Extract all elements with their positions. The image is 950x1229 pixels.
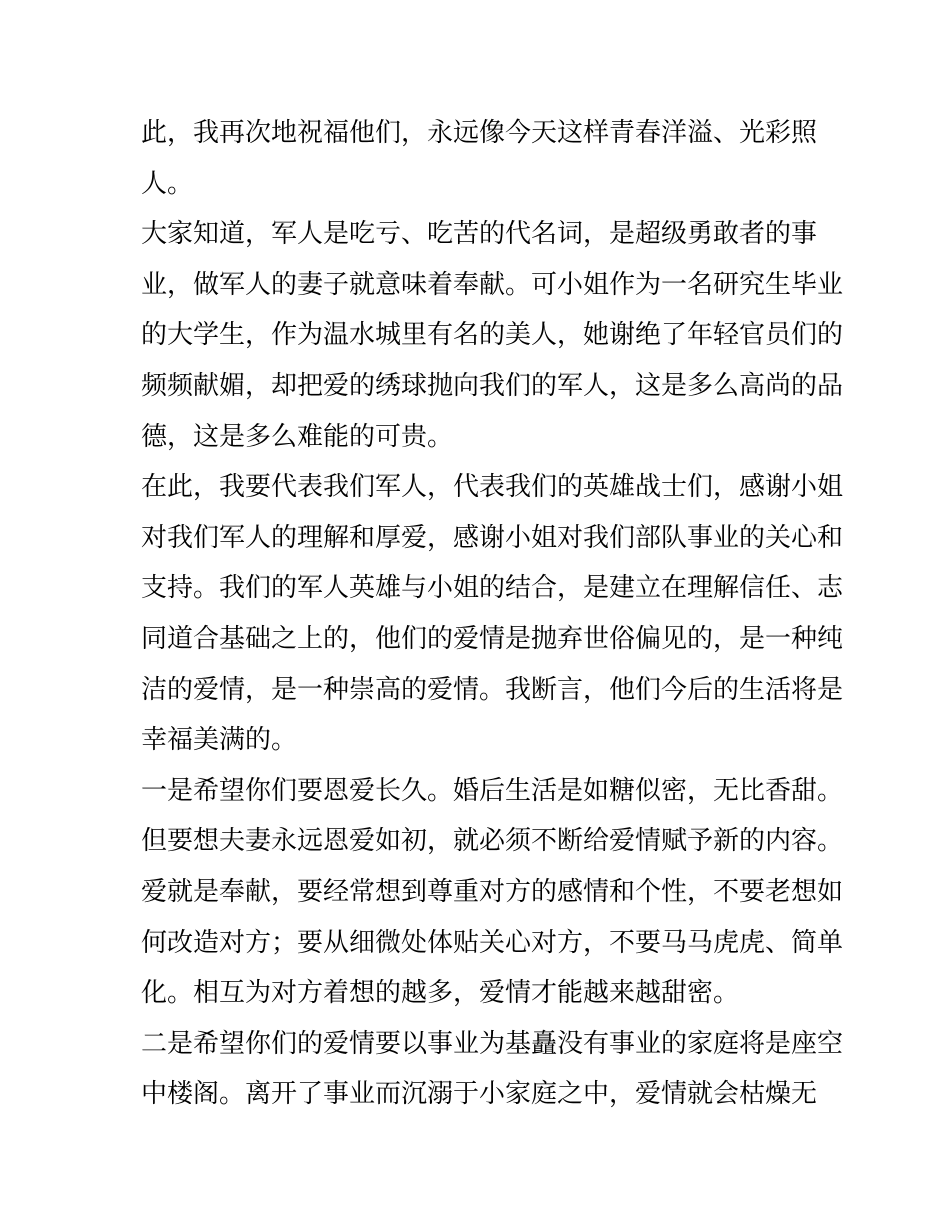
text-line: 人。 <box>141 168 194 199</box>
text-line: 二是希望你们的爱情要以事业为基矗没有事业的家庭将是座空 <box>141 1028 844 1059</box>
text-line: 化。相互为对方着想的越多，爱情才能越来越甜密。 <box>141 978 740 1009</box>
text-line: 一是希望你们要恩爱长久。婚后生活是如糖似密，无比香甜。 <box>141 775 844 806</box>
body-text <box>141 108 844 1120</box>
text-line: 但要想夫妻永远恩爱如初，就必须不断给爱情赋予新的内容。 <box>141 826 844 857</box>
text-line: 爱就是奉献，要经常想到尊重对方的感情和个性，不要老想如 <box>141 876 844 907</box>
text-line: 幸福美满的。 <box>141 725 298 756</box>
text-line: 频频献媚，却把爱的绣球抛向我们的军人，这是多么高尚的品 <box>141 370 844 401</box>
text-line: 支持。我们的军人英雄与小姐的结合，是建立在理解信任、志 <box>141 573 844 604</box>
text-line: 德，这是多么难能的可贵。 <box>141 421 454 452</box>
text-line: 同道合基础之上的，他们的爱情是抛弃世俗偏见的，是一种纯 <box>141 623 844 654</box>
text-line: 对我们军人的理解和厚爱，感谢小姐对我们部队事业的关心和 <box>141 522 844 553</box>
text-line: 洁的爱情，是一种崇高的爱情。我断言，他们今后的生活将是 <box>141 674 844 705</box>
text-line: 何改造对方；要从细微处体贴关心对方，不要马马虎虎、简单 <box>141 927 844 958</box>
text-line: 此，我再次地祝福他们，永远像今天这样青春洋溢、光彩照 <box>141 118 818 148</box>
text-line: 中楼阁。离开了事业而沉溺于小家庭之中，爱情就会枯燥无 <box>141 1079 818 1110</box>
text-line: 业，做军人的妻子就意味着奉献。可小姐作为一名研究生毕业 <box>141 269 844 300</box>
text-line: 的大学生，作为温水城里有名的美人，她谢绝了年轻官员们的 <box>141 320 844 351</box>
text-line: 在此，我要代表我们军人，代表我们的英雄战士们，感谢小姐 <box>141 472 844 503</box>
text-line: 大家知道，军人是吃亏、吃苦的代名词，是超级勇敢者的事 <box>141 219 818 250</box>
